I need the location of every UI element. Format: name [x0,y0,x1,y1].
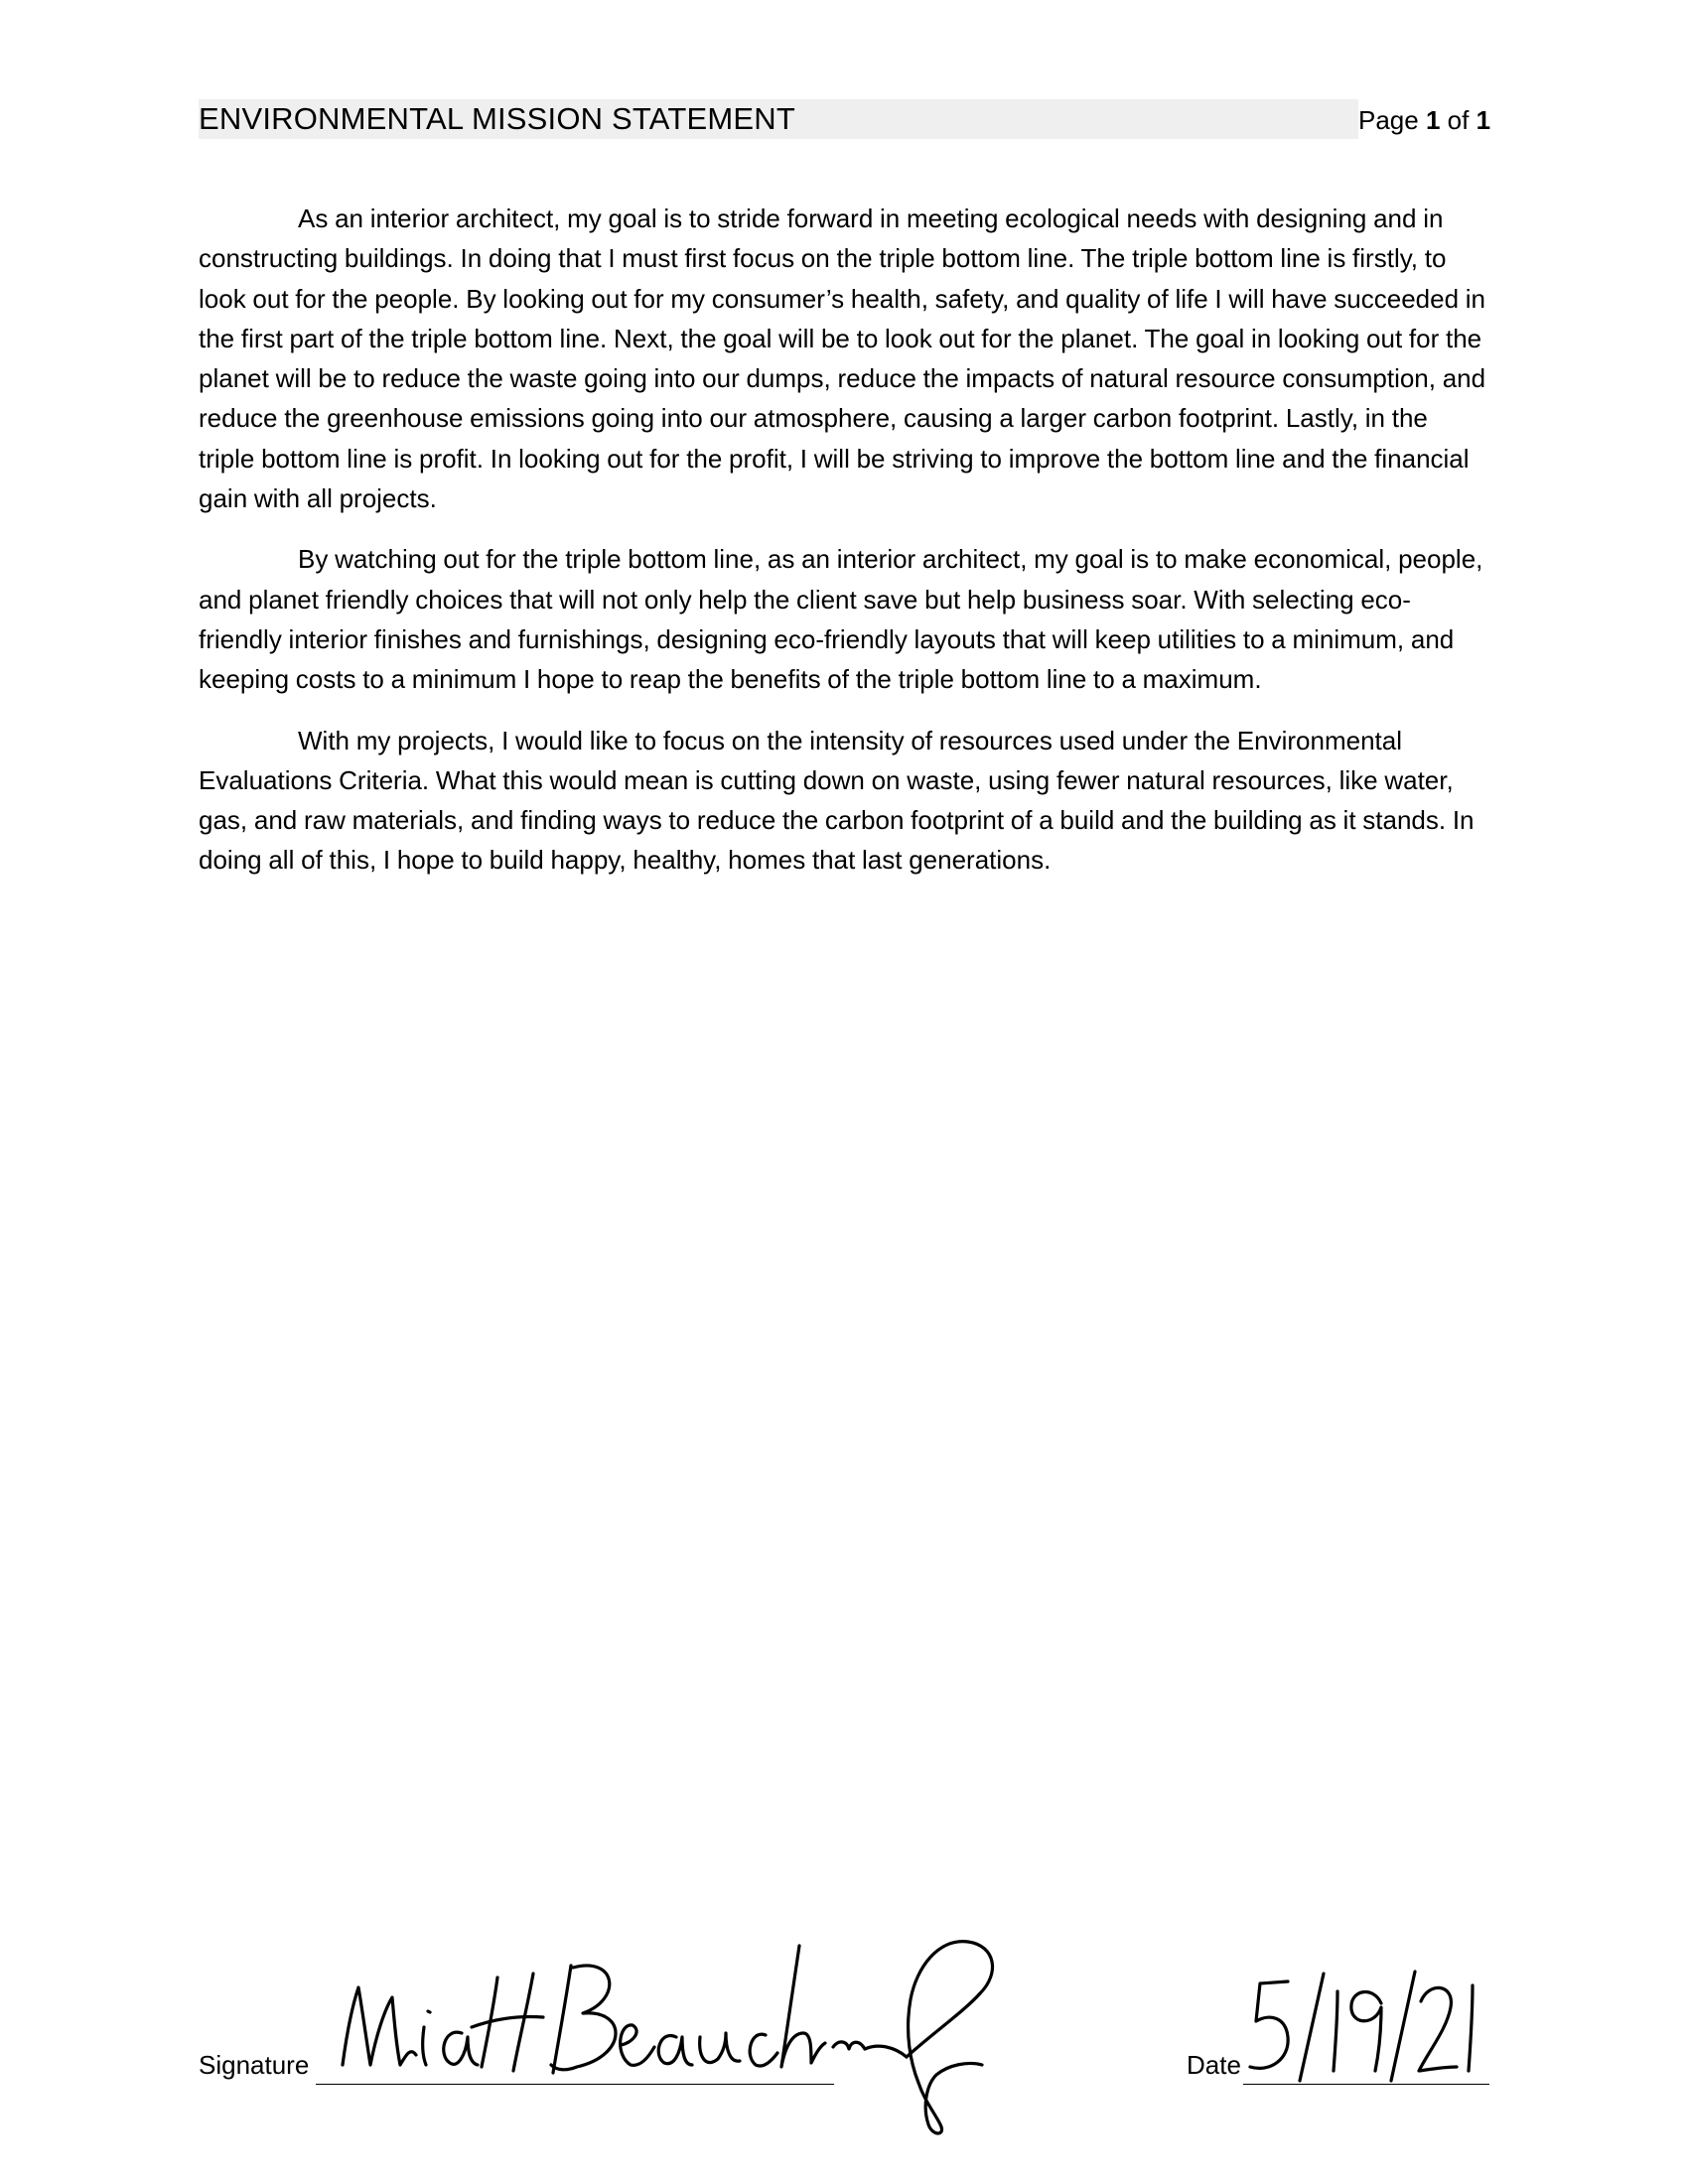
paragraph-2: By watching out for the triple bottom line, as an interior architect, my goal is to make economical, people, and planet friendly choices that will not only help the client save but help business soar. With selecting eco-friendly interior finishes and furnishings, designing eco-friendly layouts that will keep utilities to a minimum, and keeping costs to a minimum I hope to reap the benefits of the triple bottom line to a maximum. [199,544,1483,695]
document-title: ENVIRONMENTAL MISSION STATEMENT [199,101,795,136]
signature-block [199,1916,1489,2115]
page-number [1358,105,1490,136]
page-header [199,99,1489,141]
page-total: 1 [1476,105,1491,135]
handwritten-date [1246,1964,1484,2093]
paragraph-3: With my projects, I would like to focus on the intensity of resources used under the Environmental Evaluations Criteria. What this would mean is cutting down on waste, using fewer natural resources, like water, gas, and raw materials, and finding ways to reduce the carbon footprint of a build and the building as it stands. In doing all of this, I hope to build happy, healthy, homes that last generations. [199,725,1475,876]
page-word: Page [1358,105,1419,135]
date-label: Date [1187,2050,1241,2080]
page-current: 1 [1425,105,1441,135]
paragraph-1: As an interior architect, my goal is to stride forward in meeting ecological needs with designing and in constructing buildings. In doing that I must first focus on the triple bottom line. The triple bottom line is firstly, to look out for the people. By looking out for my consumer’s health, safety, and quality of life I will have succeeded in the first part of the triple bottom line. Next, the goal will be to look out for the planet. The goal in looking out for the planet will be to reduce the waste going into our dumps, reduce the impacts of natural resource consumption, and reduce the greenhouse emissions going into our atmosphere, causing a larger carbon footprint. Lastly, in the triple bottom line is profit. In looking out for the profit, I will be striving to improve the bottom line and the financial gain with all projects. [199,204,1486,514]
handwritten-signature [323,1916,998,2144]
of-word: of [1447,105,1470,135]
signature-label: Signature [199,2050,310,2080]
document-body [199,199,1489,901]
